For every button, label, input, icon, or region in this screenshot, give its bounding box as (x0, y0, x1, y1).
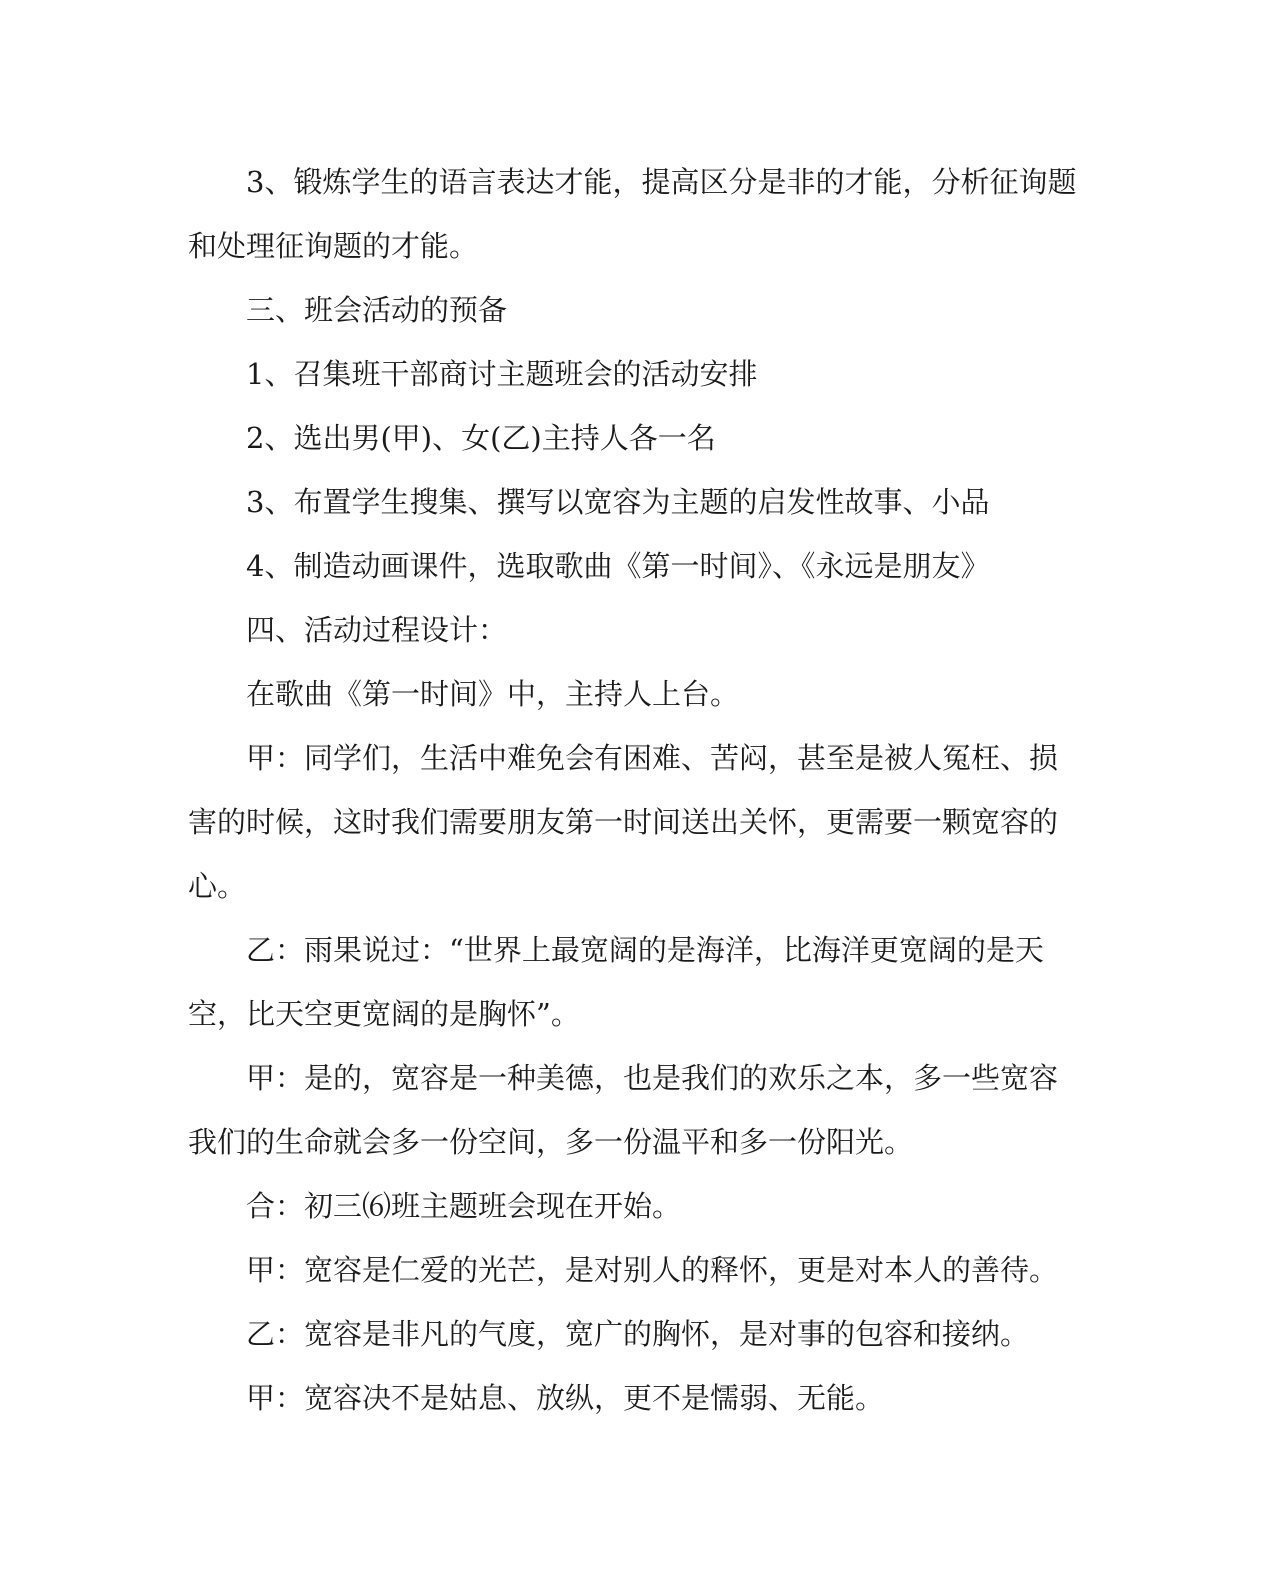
paragraph-prep-4: 4、制造动画课件，选取歌曲《第一时间》、《永远是朋友》 (246, 549, 990, 583)
paragraph-prep-3: 3、布置学生搜集、撰写以宽容为主题的启发性故事、小品 (246, 485, 990, 519)
paragraph-dialogue-together: 合：初三⑹班主题班会现在开始。 (246, 1189, 682, 1223)
paragraph-dialogue-jia-4: 甲：宽容决不是姑息、放纵，更不是懦弱、无能。 (246, 1381, 885, 1415)
section-heading-process: 四、活动过程设计： (246, 613, 508, 647)
paragraph-dialogue-yi-2: 乙：宽容是非凡的气度，宽广的胸怀，是对事的包容和接纳。 (246, 1317, 1030, 1351)
paragraph-prep-1: 1、召集班干部商讨主题班会的活动安排 (246, 357, 758, 391)
paragraph-host-entrance: 在歌曲《第一时间》中，主持人上台。 (246, 677, 740, 711)
paragraph-dialogue-jia-2: 甲：是的，宽容是一种美德，也是我们的欢乐之本，多一些宽容我们的生命就会多一份空间，多一份温平和多一份阳光。 (188, 1061, 1059, 1159)
section-heading-preparation: 三、班会活动的预备 (246, 293, 508, 327)
paragraph-objective-3: 3、锻炼学生的语言表达才能，提高区分是非的才能，分析征询题和处理征询题的才能。 (188, 165, 1077, 263)
paragraph-dialogue-jia-3: 甲：宽容是仁爱的光芒，是对别人的释怀，更是对本人的善待。 (246, 1253, 1059, 1287)
paragraph-dialogue-jia-1: 甲：同学们，生活中难免会有困难、苦闷，甚至是被人冤枉、损害的时候，这时我们需要朋友第一时间送出关怀，更需要一颗宽容的心。 (188, 741, 1059, 903)
paragraph-prep-2: 2、选出男(甲)、女(乙)主持人各一名 (246, 421, 716, 455)
paragraph-dialogue-yi-1: 乙：雨果说过：“世界上最宽阔的是海洋，比海洋更宽阔的是天空，比天空更宽阔的是胸怀”。 (188, 933, 1044, 1031)
document-body (188, 150, 1078, 1430)
